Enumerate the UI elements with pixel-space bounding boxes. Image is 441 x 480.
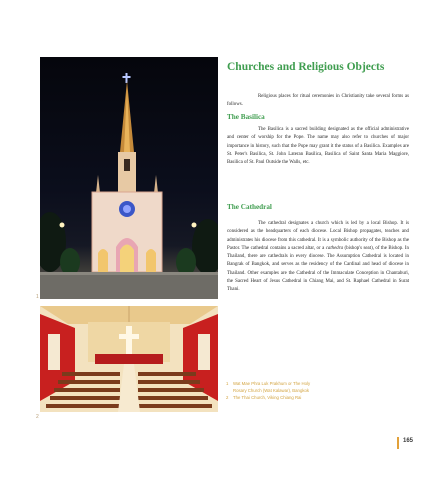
cathedral-text-part-1: The cathedral designates a church which is led by a local Bishop. It is considered as the headquarters of each diocese. Local Bishop propagates, teaches and administrates his diocese from this cathedral. It is a symbolic authority of the Bishop as the Pastor. The cathedral contains a sacred altar, or a: [227, 221, 409, 251]
caption-text: Rosary Church (Wat Kalawar), Bangkok: [233, 388, 310, 394]
caption-line: [226, 380, 386, 387]
cathedral-text-part-2: (bishop's seat), of the Bishop. In Thailand, there are cathedrals in every diocese. The Assumption Cathedral is located in Bangrak of Bangkok, and serves as the residency of the Cardinal and head of diocese in Thailand. Other examples are the Cathedral of the Immaculate Conception in Chantaburi, the Sacred Heart of Jesus Cathedral in Chiang Mai, and St. Raphael Cathedral in Surat Thani.: [227, 245, 409, 293]
figure-2-number: 2: [36, 414, 39, 420]
caption-line: [226, 387, 386, 394]
page-number-bar: [397, 437, 399, 449]
caption-number: [226, 387, 233, 394]
caption-number: 2: [226, 395, 229, 401]
basilica-heading: The Basilica: [227, 113, 265, 121]
church-night-photo: [40, 57, 218, 299]
church-interior-photo: [40, 306, 218, 412]
caption-line: [226, 394, 386, 401]
church-night-illustration: [40, 57, 218, 299]
caption-text: Wat Mae Phra Luk Prakhum or The Holy: [233, 381, 311, 386]
intro-paragraph: Religious places for ritual ceremonies in Christianity take several forms as follows.: [227, 94, 409, 108]
cathedra-term: cathedra: [325, 245, 344, 251]
cathedral-heading: The Cathedral: [227, 203, 272, 211]
figure-1-number: 1: [36, 294, 39, 300]
photo-captions: [226, 380, 386, 402]
caption-number: 1: [226, 381, 229, 386]
page-number: 165: [403, 438, 414, 444]
church-interior-illustration: [40, 306, 218, 412]
page-title: Churches and Religious Objects: [227, 61, 385, 73]
cathedral-paragraph: [227, 220, 409, 295]
basilica-paragraph: The Basilica is a sacred building designated as the official administrative and center of worship for the Pope. The name may also refer to churches of major importance in history, such that the Pope may grant it the status of a Basilica. Examples are St. Peter's Basilica, St. John Lateran Basilica, Basilica of Saint Santa Maria Maggiore, Basilica of St. Paul Outside the Walls, etc.: [227, 127, 409, 166]
caption-text: The Thai Church, Viking Chiang Rai: [233, 395, 302, 401]
